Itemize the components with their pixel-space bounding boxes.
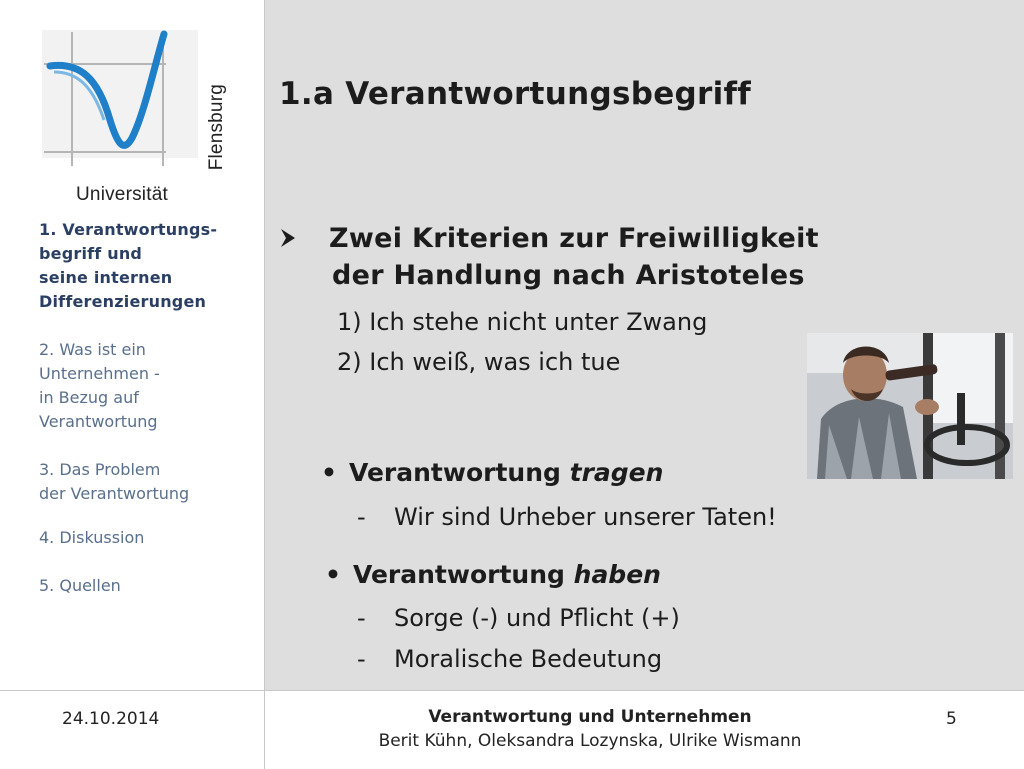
logo-graphic [40, 28, 200, 186]
bullet-dot: • [325, 560, 341, 589]
dash-symbol: - [357, 604, 366, 632]
bullet-text: Verantwortung [349, 458, 570, 487]
bullet-text: Verantwortung [353, 560, 574, 589]
subitem-urheber [357, 503, 777, 531]
nav-line: in Bezug auf [39, 388, 139, 407]
arrow-bullet-icon [279, 226, 299, 250]
nav-line: 3. Das Problem [39, 460, 161, 479]
nav-line: 5. Quellen [39, 576, 121, 595]
footer-title: Verantwortung und Unternehmen [428, 707, 752, 727]
criteria-heading-line: der Handlung nach Aristoteles [332, 260, 805, 291]
nav-line: Unternehmen - [39, 364, 160, 383]
nav-line: 4. Diskussion [39, 528, 145, 547]
nav-line: Verantwortung [39, 412, 158, 431]
sidebar-item-unternehmen[interactable] [39, 338, 261, 434]
criterion-2: 2) Ich weiß, was ich tue [337, 348, 621, 376]
sidebar [0, 0, 265, 690]
bullet-emphasis: haben [573, 560, 661, 589]
criterion-1: 1) Ich stehe nicht unter Zwang [337, 308, 708, 336]
footer-authors: Berit Kühn, Oleksandra Lozynska, Ulrike Wismann [378, 731, 802, 751]
nav-line: der Verantwortung [39, 484, 190, 503]
slide-footer [0, 690, 1024, 769]
logo-vertical-text: Flensburg [206, 84, 227, 171]
subitem-text: Moralische Bedeutung [394, 645, 663, 673]
sidebar-item-diskussion[interactable] [39, 526, 261, 550]
dash-symbol: - [357, 503, 366, 531]
bullet-tragen [321, 458, 663, 487]
criteria-heading-line: Zwei Kriterien zur Freiwilligkeit [329, 223, 819, 254]
subitem-sorge [357, 604, 680, 632]
nav-line: Differenzierungen [39, 292, 207, 311]
photo-illustration [807, 333, 1013, 479]
bullet-haben [325, 560, 661, 589]
subitem-text: Wir sind Urheber unserer Taten! [394, 503, 777, 531]
criteria-heading [329, 220, 819, 294]
driver-photo [807, 333, 1013, 479]
slide-title: 1.a Verantwortungsbegriff [279, 76, 752, 112]
footer-divider [264, 691, 265, 769]
sidebar-item-verantwortungsbegriff[interactable] [39, 218, 261, 314]
bullet-dot: • [321, 458, 337, 487]
sidebar-item-quellen[interactable] [39, 574, 261, 598]
subitem-moralisch [357, 645, 662, 673]
logo-word: Universität [76, 184, 168, 205]
subitem-text: Sorge (-) und Pflicht (+) [394, 604, 680, 632]
bullet-emphasis: tragen [569, 458, 664, 487]
footer-date: 24.10.2014 [62, 709, 160, 729]
slide-content [265, 0, 1024, 690]
sidebar-nav [39, 218, 261, 622]
dash-symbol: - [357, 645, 366, 673]
nav-line: 1. Verantwortungs- [39, 220, 218, 239]
university-logo [40, 28, 227, 205]
nav-line: begriff und [39, 244, 143, 263]
sidebar-item-problem[interactable] [39, 458, 261, 506]
nav-line: 2. Was ist ein [39, 340, 146, 359]
page-number: 5 [946, 709, 957, 729]
nav-line: seine internen [39, 268, 173, 287]
